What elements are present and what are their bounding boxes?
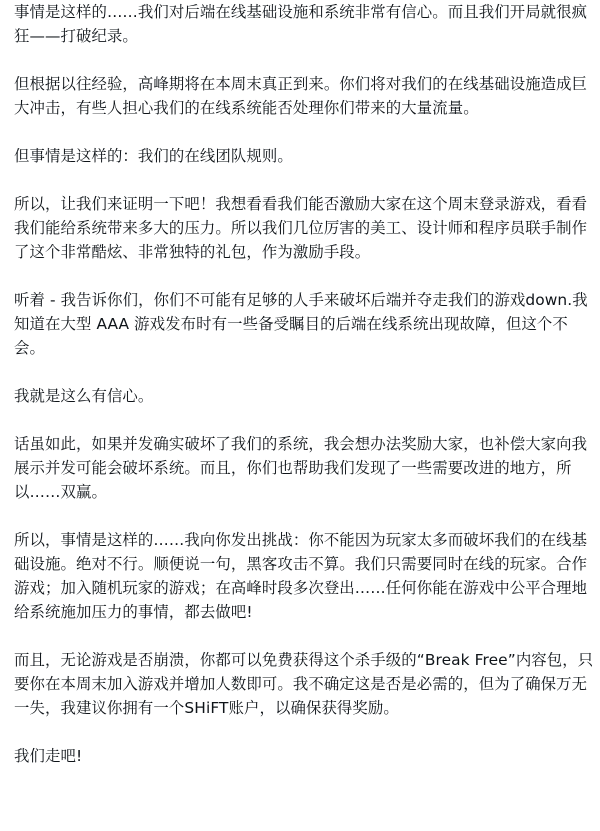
post-paragraph-2: 但根据以往经验，高峰期将在本周末真正到来。你们将对我们的在线基础设施造成巨大冲击，有些人担心我们的在线系统能否处理你们带来的大量流量。 — [14, 75, 588, 117]
post-paragraph-10: 我们走吧! — [14, 747, 83, 765]
post-paragraph-6: 我就是这么有信心。 — [14, 387, 154, 405]
post-paragraph-7: 话虽如此，如果并发确实破坏了我们的系统，我会想办法奖励大家，也补偿大家向我展示并发可能会破坏系统。而且，你们也帮助我们发现了一些需要改进的地方，所以……双赢。 — [14, 435, 588, 501]
post-paragraph-8: 所以，事情是这样的……我向你发出挑战：你不能因为玩家太多而破坏我们的在线基础设施。绝对不行。顺便说一句，黑客攻击不算。我们只需要同时在线的玩家。合作游戏；加入随机玩家的游戏；在高峰时段多次登出……任何你能在游戏中公平合理地给系统施加压力的事情，都去做吧! — [14, 531, 588, 621]
post-paragraph-1: 事情是这样的……我们对后端在线基础设施和系统非常有信心。而且我们开局就很疯狂——打破纪录。 — [14, 3, 588, 45]
post-paragraph-5: 听着 - 我告诉你们，你们不可能有足够的人手来破坏后端并夺走我们的游戏down.我知道在大型 AAA 游戏发布时有一些备受瞩目的后端在线系统出现故障，但这个不会。 — [14, 291, 588, 357]
post-paragraph-3: 但事情是这样的：我们的在线团队规则。 — [14, 147, 293, 165]
post-paragraph-9: 而且，无论游戏是否崩溃，你都可以免费获得这个杀手级的“Break Free”内容包，只要你在本周末加入游戏并增加人数即可。我不确定这是否是必需的，但为了确保万无一失，我建议你拥有一个SHiFT账户，以确保获得奖励。 — [14, 651, 594, 717]
post-paragraph-4: 所以，让我们来证明一下吧！我想看看我们能否激励大家在这个周末登录游戏，看看我们能给系统带来多大的压力。所以我们几位厉害的美工、设计师和程序员联手制作了这个非常酷炫、非常独特的礼包，作为激励手段。 — [14, 195, 588, 261]
